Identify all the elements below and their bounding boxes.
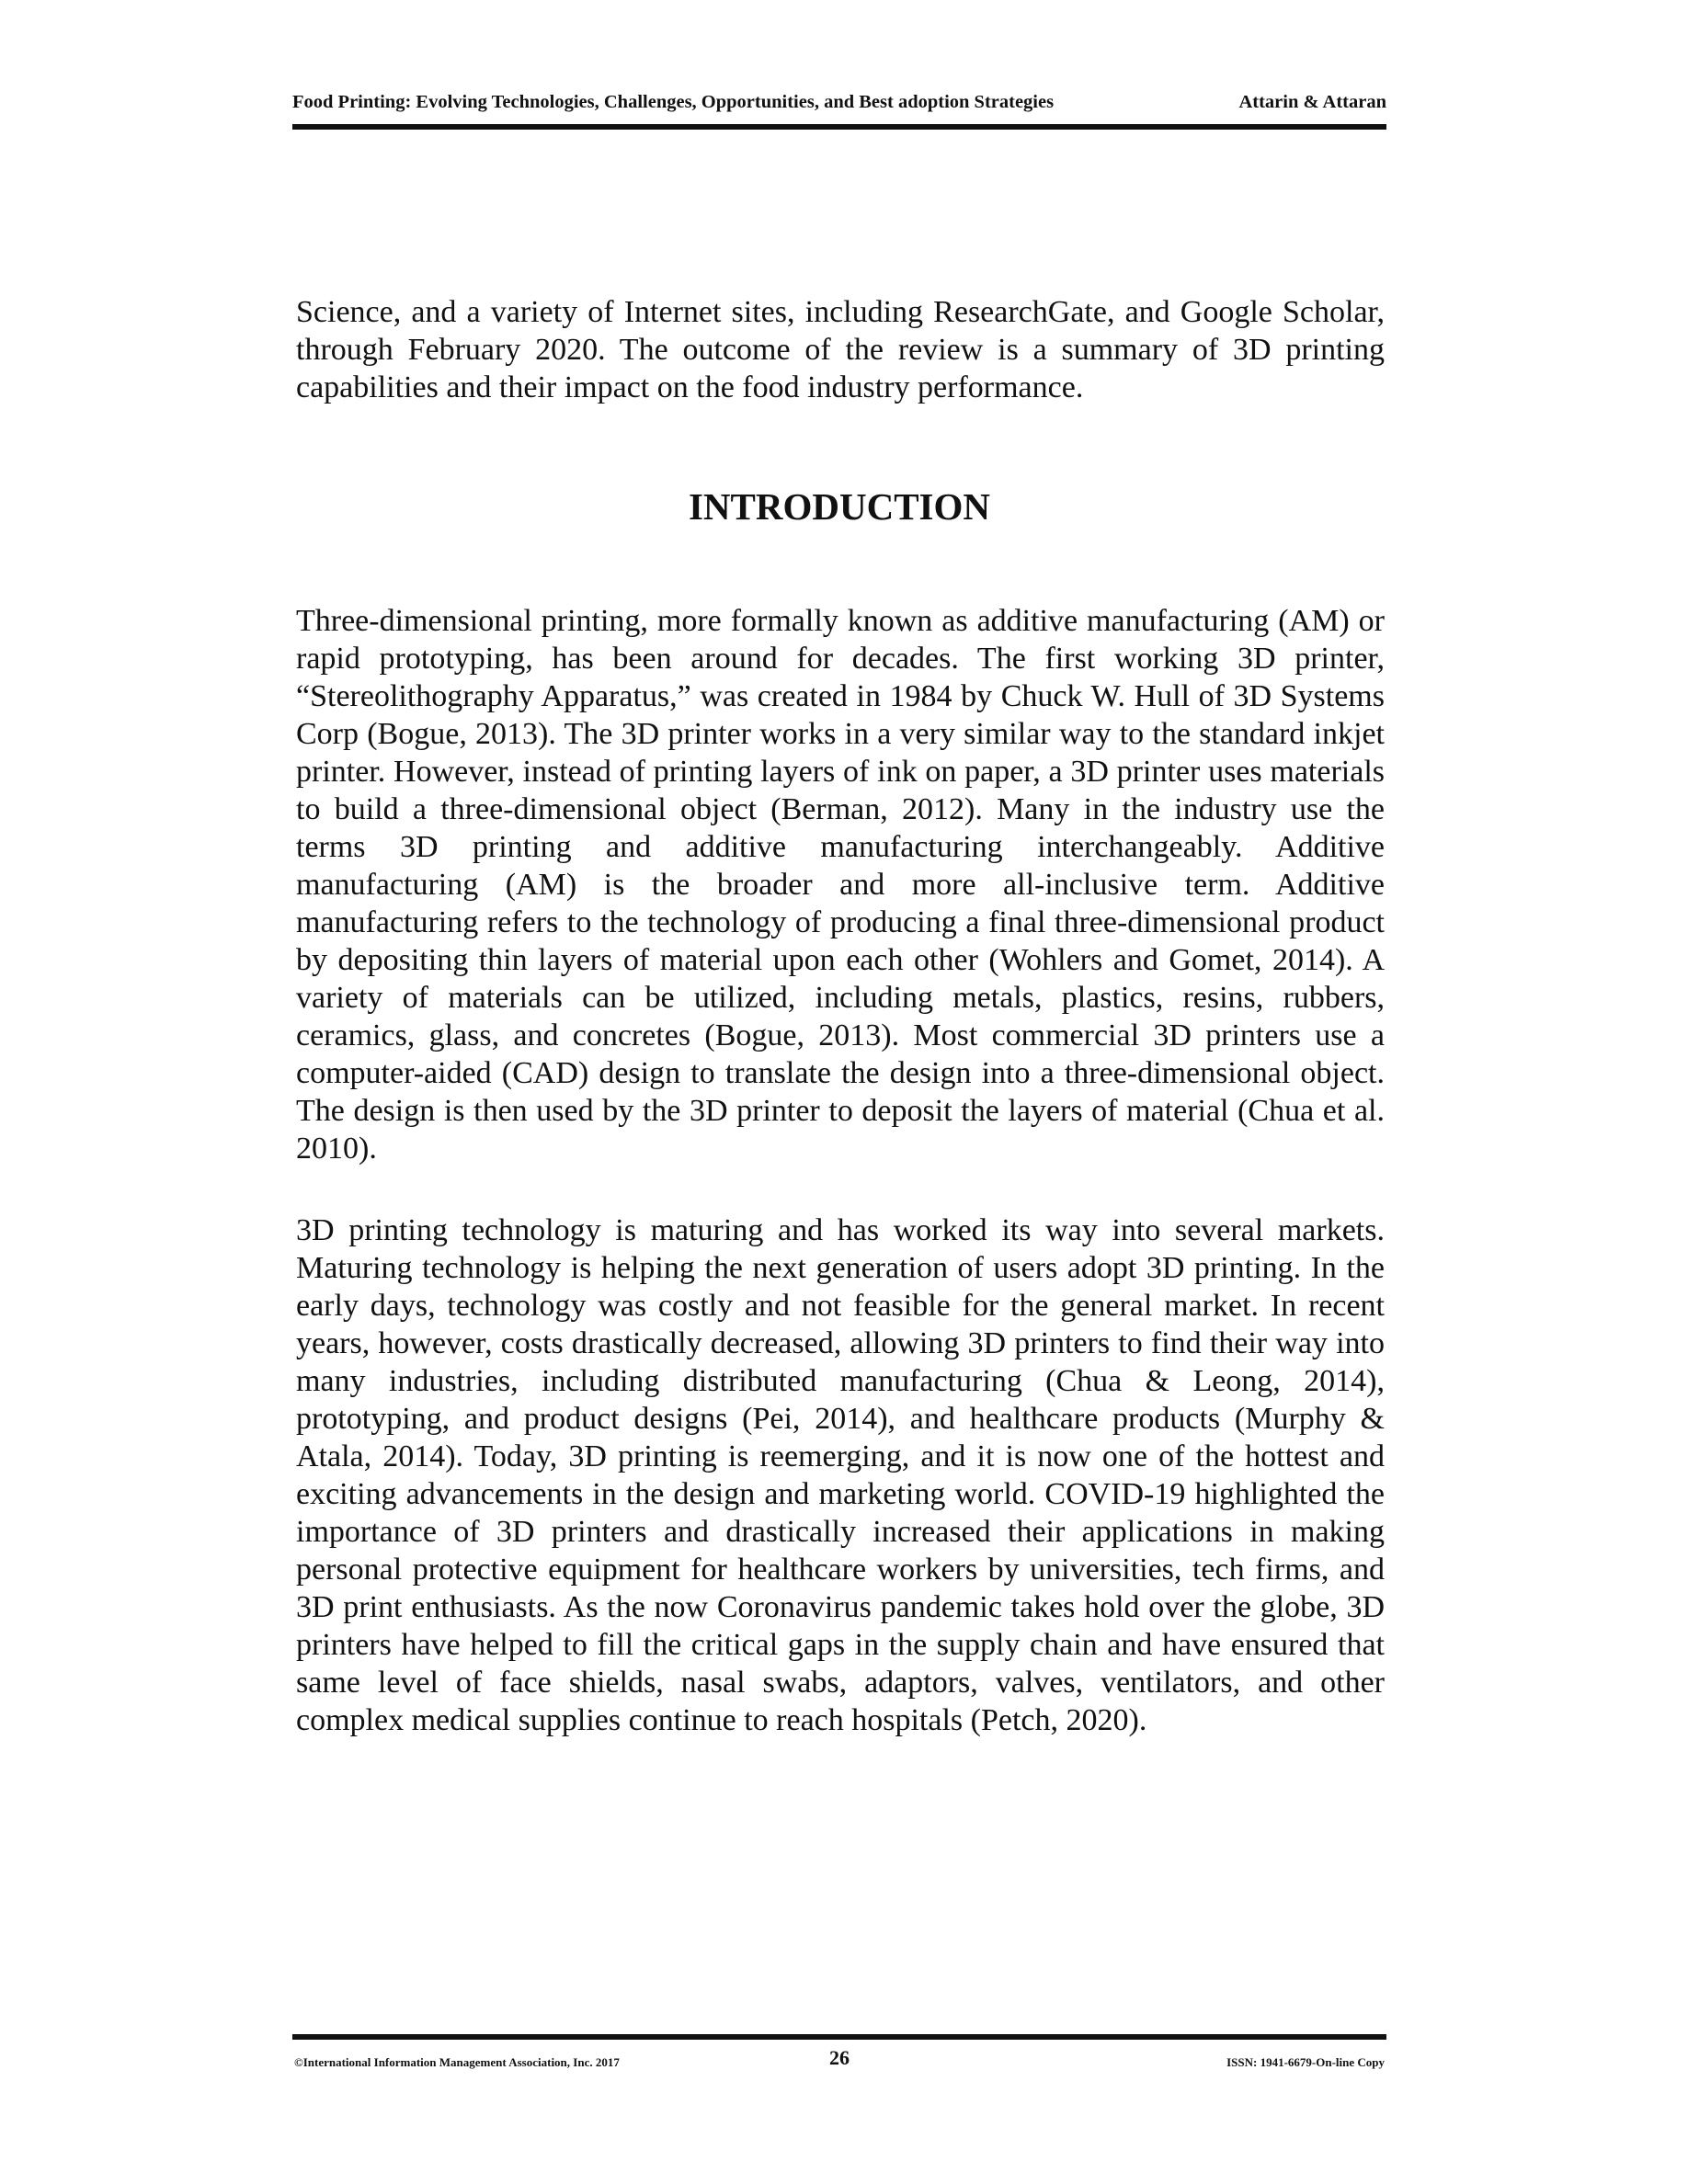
running-header-authors: Attarin & Attaran xyxy=(1238,92,1386,112)
body-paragraph: 3D printing technology is maturing and has worked its way into several markets. Maturing technology is helping the next generation of users adopt 3D printing. In the early days, technology was costly and not feasible for the general market. In recent years, however, costs drastically decreased, allowing 3D printers to find their way into many industries, including distributed manufacturing (Chua & Leong, 2014), prototyping, and product designs (Pei, 2014), and healthcare products (Murphy & Atala, 2014). Today, 3D printing is reemerging, and it is now one of the hottest and exciting advancements in the design and marketing world. COVID-19 highlighted the importance of 3D printers and drastically increased their applications in making personal protective equipment for healthcare workers by universities, tech firms, and 3D print enthusiasts. As the now Coronavirus pandemic takes hold over the globe, 3D printers have helped to fill the critical gaps in the supply chain and have ensured that same level of face shields, nasal swabs, adaptors, valves, ventilators, and other complex medical supplies continue to reach hospitals (Petch, 2020). xyxy=(296,1213,1385,1737)
page-number: 26 xyxy=(829,2046,850,2069)
footer-rule xyxy=(292,2034,1386,2040)
running-header xyxy=(292,92,1386,113)
header-rule xyxy=(292,124,1386,130)
running-header-title: Food Printing: Evolving Technologies, Challenges, Opportunities, and Best adoption Strategies xyxy=(292,92,1055,112)
footer-issn: ISSN: 1941-6679-On-line Copy xyxy=(1226,2055,1385,2069)
page-footer xyxy=(292,2046,1386,2074)
body-paragraph: Three-dimensional printing, more formally known as additive manufacturing (AM) or rapid prototyping, has been around for decades. The first working 3D printer, “Stereolithography Apparatus,” was created in 1984 by Chuck W. Hull of 3D Systems Corp (Bogue, 2013). The 3D printer works in a very similar way to the standard inkjet printer. However, instead of printing layers of ink on paper, a 3D printer uses materials to build a three-dimensional object (Berman, 2012). Many in the industry use the terms 3D printing and additive manufacturing interchangeably. Additive manufacturing (AM) is the broader and more all-inclusive term. Additive manufacturing refers to the technology of producing a final three-dimensional product by depositing thin layers of material upon each other (Wohlers and Gomet, 2014). A variety of materials can be utilized, including metals, plastics, resins, rubbers, ceramics, glass, and concretes (Bogue, 2013). Most commercial 3D printers use a computer-aided (CAD) design to translate the design into a three-dimensional object. The design is then used by the 3D printer to deposit the layers of material (Chua et al. 2010). xyxy=(296,604,1385,1166)
footer-copyright: ©International Information Management Association, Inc. 2017 xyxy=(294,2055,620,2069)
intro-paragraph: Science, and a variety of Internet sites, including ResearchGate, and Google Scholar, through February 2020. The outcome of the review is a summary of 3D printing capabilities and their impact on the food industry performance. xyxy=(296,295,1385,404)
section-heading: INTRODUCTION xyxy=(688,485,991,528)
